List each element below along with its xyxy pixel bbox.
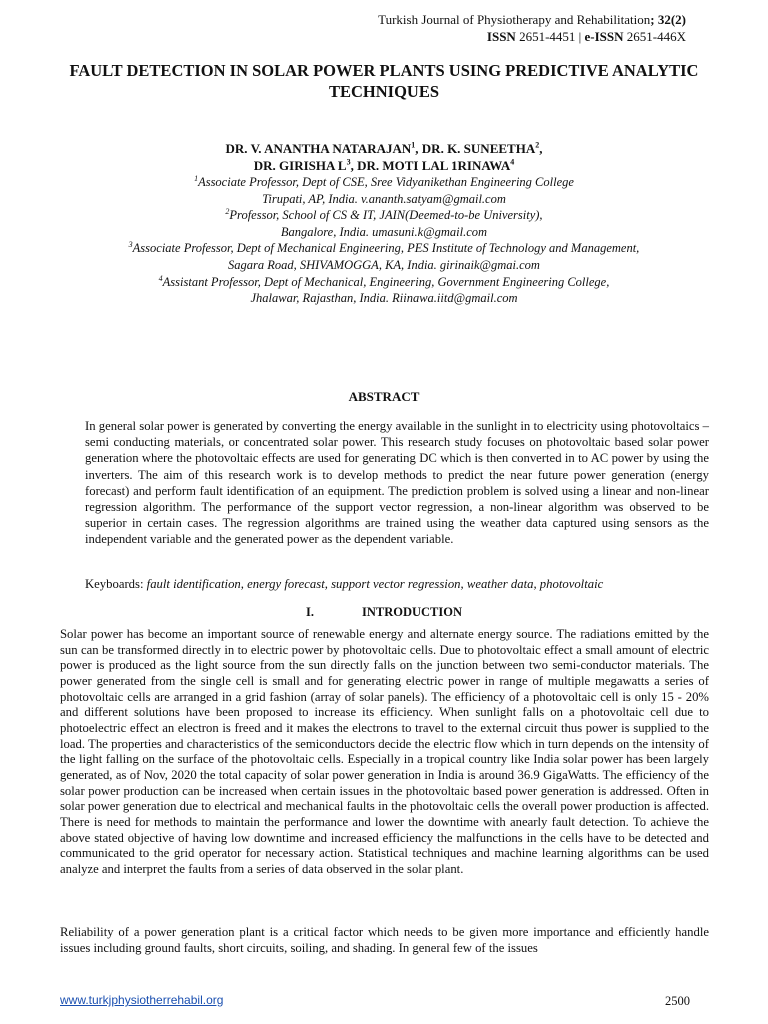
author-name: , DR. MOTI LAL 1RINAWA (350, 158, 511, 173)
author-name: , DR. K. SUNEETHA (415, 141, 536, 156)
affiliation-sup: 3 (128, 240, 133, 250)
journal-volume: ; 32(2) (650, 12, 686, 27)
journal-title-line (378, 11, 686, 28)
author-line-1 (60, 140, 708, 157)
author-name: DR. GIRISHA L (253, 158, 347, 173)
affiliation-sup: 4 (158, 273, 163, 283)
keywords-label: Keyboards: (85, 577, 147, 591)
affiliations (60, 174, 708, 307)
affiliation-sup: 1 (194, 173, 199, 183)
eissn-number: 2651-446X (623, 29, 686, 44)
affiliation-line (60, 240, 708, 257)
section-heading-introduction (60, 605, 708, 620)
affiliation-line (60, 290, 708, 307)
section-title: INTRODUCTION (361, 605, 462, 619)
affiliation-text: Bangalore, India. umasuni.k@gmail.com (280, 224, 488, 239)
journal-website-link[interactable]: www.turkjphysiotherrehabil.org (60, 993, 224, 1007)
author-list (60, 140, 708, 174)
affiliation-line (60, 207, 708, 224)
author-name: DR. V. ANANTHA NATARAJAN (225, 141, 412, 156)
journal-name: Turkish Journal of Physiotherapy and Rehabilitation (378, 12, 651, 27)
paper-title: FAULT DETECTION IN SOLAR POWER PLANTS USING PREDICTIVE ANALYTIC TECHNIQUES (69, 61, 699, 101)
affiliation-line (60, 224, 708, 241)
issn-number: 2651-4451 | (515, 29, 585, 44)
body-paragraph: Solar power has become an important source of renewable energy and alternate energy source. The radiations emitted by the sun can be transformed directly in to electric power by photovoltaic cells. Due to photovoltaic effect a small amount of electric power is produced as the light source from the sun directly falls on the junction between two semi-conductor materials. The power generated from the single cell is small and for generating electric power in range of multiple megawatts a series of photovoltaic cells are arranged in a grid fashion (array of solar panels). The efficiency of a photovoltaic cell is only 15 - 20% and different solutions have been proposed to increase its efficiency. When sunlight falls on a photovoltaic cell due to photoelectric effect an electron is freed and it makes the electrons to travel to the external circuit thus power is supplied to the load. The properties and characteristics of the semiconductors decide the electric flow which in turn depends on the intensity of the light falling on the surface of the photovoltaic cells. Especially in a tropical country like India solar power has been largely generated, as of Nov, 2020 the total capacity of solar power generation in India is around 36.9 GigaWatts. The efficiency of the solar power production can be increased when certain issues in the photovoltaic based power generation is addressed. Often in solar power generation due to electrical and mechanical faults in the photovoltaic cells the overall power production is affected. There is need for methods to maintain the performance and lower the downtime with anearly fault detection. To achieve the above stated objective of having low downtime and increased efficiency the malfunctions in the cells have to be detected and communicated to the grid operator for necessary action. Statistical techniques and machine learning algorithms can be used analyze and interpret the faults from a series of data observed in the solar plant. (60, 627, 709, 876)
abstract-heading: ABSTRACT (348, 389, 420, 404)
author-line-2 (60, 157, 708, 174)
affiliation-text: Jhalawar, Rajasthan, India. Riinawa.iitd@gmail.com (250, 291, 518, 306)
page-number: 2500 (665, 994, 690, 1008)
affiliation-text: Professor, School of CS & IT, JAIN(Deemed-to-be University), (229, 208, 543, 223)
affiliation-line (60, 174, 708, 191)
eissn-label: e-ISSN (584, 29, 624, 44)
section-number: I. (305, 605, 314, 619)
affiliation-text: Assistant Professor, Dept of Mechanical, Engineering, Government Engineering College, (162, 274, 610, 289)
affiliation-line (60, 274, 708, 291)
affiliation-line (60, 191, 708, 208)
author-sup: 3 (346, 157, 351, 167)
affiliation-text: Tirupati, AP, India. v.ananth.satyam@gmail.com (262, 191, 506, 206)
issn-line (378, 28, 686, 45)
journal-header (378, 11, 686, 45)
author-separator: , (539, 141, 543, 156)
author-sup: 1 (411, 140, 416, 150)
affiliation-line (60, 257, 708, 274)
affiliation-text: Sagara Road, SHIVAMOGGA, KA, India. girinaik@gmai.com (228, 257, 540, 272)
body-paragraph: Reliability of a power generation plant is a critical factor which needs to be given more importance and efficiently handle issues including ground faults, short circuits, soiling, and shading. In general few of the issues (60, 925, 709, 955)
keywords-values: fault identification, energy forecast, support vector regression, weather data, photovoltaic (146, 577, 604, 591)
affiliation-sup: 2 (225, 207, 230, 217)
author-sup: 4 (510, 157, 515, 167)
author-sup: 2 (535, 140, 540, 150)
issn-label: ISSN (486, 29, 516, 44)
affiliation-text: Associate Professor, Dept of Mechanical Engineering, PES Institute of Technology and Management, (132, 241, 640, 256)
abstract-text: In general solar power is generated by converting the energy available in the sunlight in to electricity using photovoltaics – semi conducting materials, or concentrated solar power. This research study focuses on photovoltaic based solar power generation where the photovoltaic effects are used for generating DC which is then converted in to AC power by using the inverters. The aim of this research work is to develop methods to predict the near future power generation (energy forecast) and perform fault identification of an equipment. The prediction problem is solved using a linear and non-linear regression algorithm. The performance of the support vector regression, a non-linear algorithm was observed to be superior in certain cases. The regression algorithms are trained using the weather data captured using sensors as the independent variable and the generated power as the dependent variable. (85, 419, 709, 547)
affiliation-text: Associate Professor, Dept of CSE, Sree Vidyanikethan Engineering College (198, 175, 574, 189)
keywords (85, 576, 709, 592)
